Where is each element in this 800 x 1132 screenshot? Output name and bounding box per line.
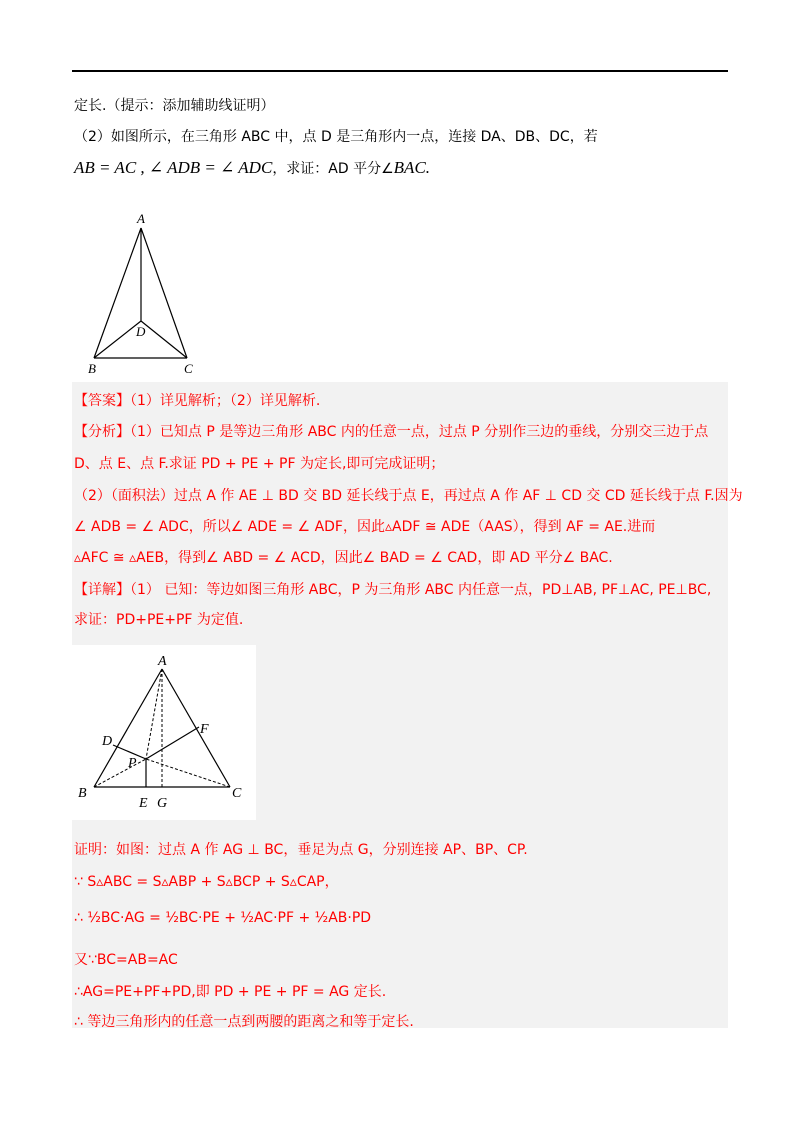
detail-line1 xyxy=(74,580,711,600)
fig2-label-d: D xyxy=(102,734,113,749)
fig1-label-c: C xyxy=(184,361,193,376)
analysis-line5: ▵AFC ≅ ▵AEB，得到∠ ABD = ∠ ACD，因此∠ BAD = ∠ CAD，即 AD 平分∠ BAC. xyxy=(74,550,613,566)
answer-tag: 【答案】 xyxy=(74,393,130,409)
question-2-line1: （2）如图所示，在三角形 ABC 中，点 D 是三角形内一点，连接 DA、DB、DC，若 xyxy=(74,129,598,145)
fig1-label-a: A xyxy=(137,211,145,226)
fig1-label-b: B xyxy=(88,361,96,376)
detail-line2: 求证：PD+PE+PF 为定值. xyxy=(74,612,244,628)
analysis-line1 xyxy=(74,422,708,442)
fig2-label-e: E xyxy=(139,796,148,811)
analysis-tag: 【分析】 xyxy=(74,424,130,440)
question-2-line2 xyxy=(74,158,430,179)
fig2-label-b: B xyxy=(78,786,87,801)
question-2-condition: AB = AC , ∠ ADB = ∠ ADC xyxy=(74,158,273,177)
detail-text1: （1） 已知：等边如图三角形 ABC，P 为三角形 ABC 内任意一点，PD⊥AB, PF⊥AC, PE⊥BC, xyxy=(130,582,712,598)
fig2-label-a: A xyxy=(158,654,167,669)
analysis-line3: （2）（面积法）过点 A 作 AE ⊥ BD 交 BD 延长线于点 E，再过点 A 作 AF ⊥ CD 交 CD 延长线于点 F.因为 xyxy=(74,488,743,504)
analysis-text1: （1）已知点 P 是等边三角形 ABC 内的任意一点，过点 P 分别作三边的垂线，分别交三边于点 xyxy=(130,424,709,440)
fig2-label-f: F xyxy=(200,722,209,737)
analysis-line4: ∠ ADB = ∠ ADC，所以∠ ADE = ∠ ADF，因此▵ADF ≅ ADE（AAS），得到 AF = AE.进而 xyxy=(74,519,656,535)
header-rule xyxy=(72,70,728,72)
proof-line1: 证明：如图：过点 A 作 AG ⊥ BC，垂足为点 G，分别连接 AP、BP、CP. xyxy=(74,842,528,858)
proof-line4: 又∵BC=AB=AC xyxy=(74,952,178,968)
proof-line2: ∵ S▵ABC = S▵ABP + S▵BCP + S▵CAP， xyxy=(74,874,339,890)
question-2-angle: BAC. xyxy=(393,158,431,177)
fig1-label-d: D xyxy=(136,324,146,339)
proof-line5: ∴AG=PE+PF+PD,即 PD + PE + PF = AG 定长. xyxy=(74,984,387,1000)
fig2-label-c: C xyxy=(232,786,242,801)
question-2-prove: ，求证：AD 平分∠ xyxy=(272,161,394,177)
answer-text: （1）详见解析；（2）详见解析. xyxy=(130,393,321,409)
detail-tag: 【详解】 xyxy=(74,582,130,598)
proof-line3: ∴ ½BC·AG = ½BC·PE + ½AC·PF + ½AB·PD xyxy=(74,910,372,926)
fig2-label-g: G xyxy=(157,796,168,811)
fig2-label-p: P xyxy=(128,756,137,771)
figure-equilateral-triangle xyxy=(72,645,256,820)
analysis-line2: D、点 E、点 F.求证 PD + PE + PF 为定长,即可完成证明； xyxy=(74,456,445,472)
question-tail: 定长.（提示：添加辅助线证明） xyxy=(74,98,275,114)
answer-line xyxy=(74,391,320,411)
proof-line6: ∴ 等边三角形内的任意一点到两腰的距离之和等于定长. xyxy=(74,1014,414,1030)
figure-triangle-abd xyxy=(80,208,210,378)
